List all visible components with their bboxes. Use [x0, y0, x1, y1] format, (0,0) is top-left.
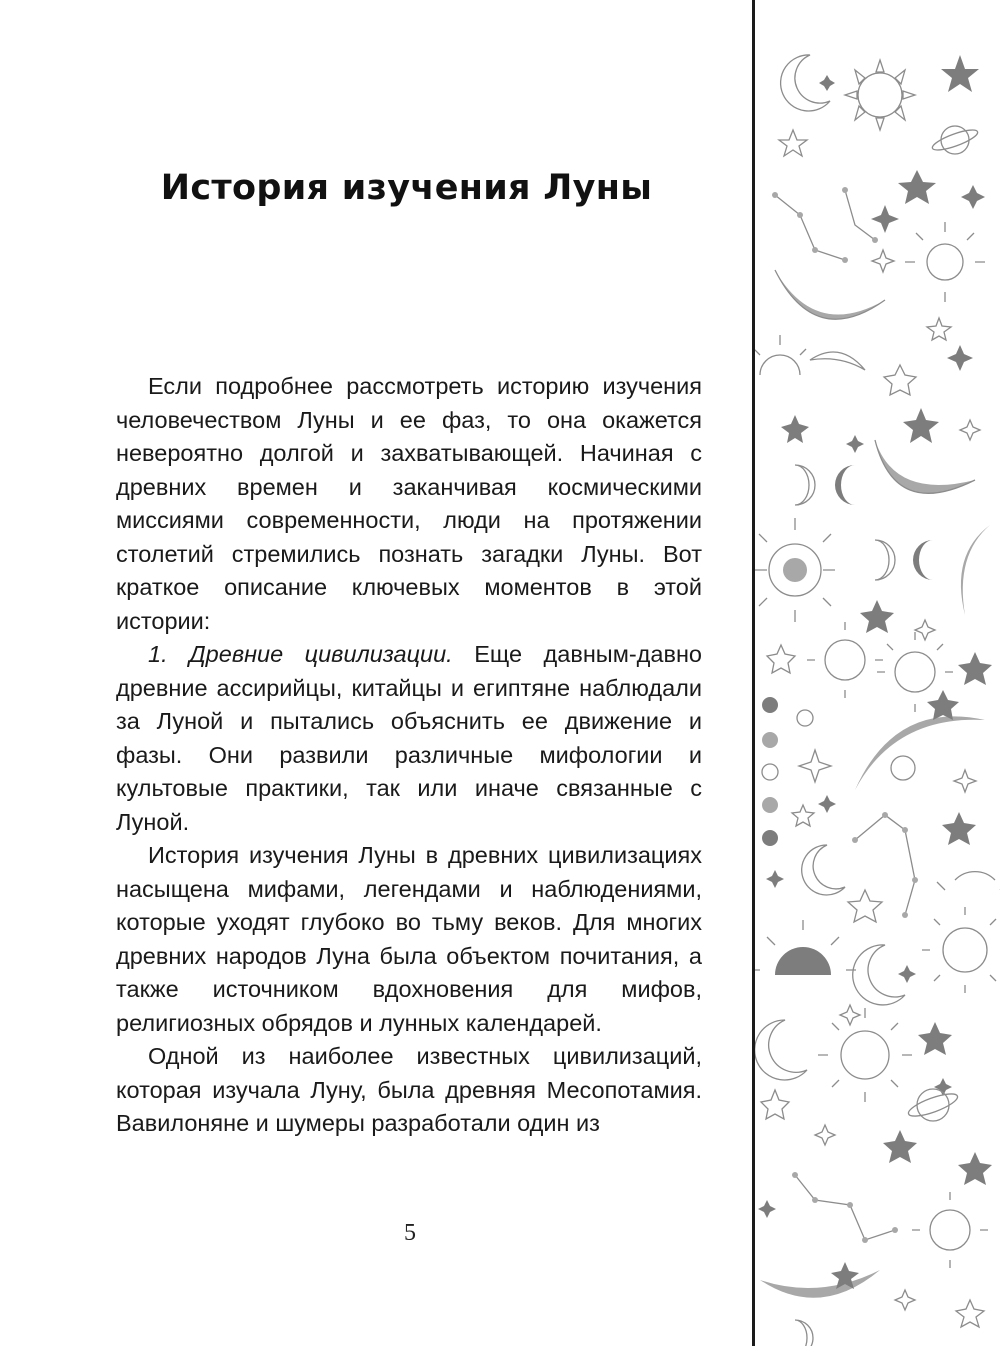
constellation-icon: [852, 812, 918, 918]
paragraph: [116, 638, 702, 839]
sparkle-icon: [799, 750, 831, 782]
star-icon: [792, 805, 814, 826]
crescent-moon-icon: [760, 1270, 880, 1298]
sparkle-icon: [898, 965, 916, 983]
star-icon: [942, 812, 976, 845]
star-icon: [779, 130, 807, 156]
star-icon: [884, 365, 916, 395]
sun-icon: [905, 222, 985, 302]
moon-phase-icon: [875, 540, 895, 580]
crescent-moon-icon: [855, 716, 985, 790]
sun-icon: [845, 60, 915, 130]
moon-phase-icon: [762, 697, 778, 846]
sparkle-icon: [815, 1125, 835, 1145]
star-icon: [918, 1022, 952, 1055]
paragraph-heading: 1. Древние цивилизации.: [148, 641, 453, 667]
sun-icon: [922, 907, 1000, 993]
star-icon: [848, 890, 882, 922]
star-icon: [927, 690, 959, 720]
planet-icon: [930, 126, 979, 154]
page-number: 5: [404, 1220, 416, 1246]
star-icon: [903, 408, 939, 443]
star-icon: [767, 645, 795, 673]
paragraph: История изучения Луны в древних цивилизациях насыщена мифами, легендами и наблюдениями, которые уходят глубоко во тьму веков. Для многих древних народов Луна была объектом почитания, а также источником вдохновения для мифов, религиозных обрядов и лунных календарей.: [116, 842, 702, 1036]
sparkle-icon: [819, 75, 835, 91]
paragraph: Одной из наиболее известных цивилизаций, которая изучала Луну, была древняя Месопотамия. Вавилоняне и шумеры разработали один из: [116, 1043, 702, 1136]
crescent-moon-icon: [875, 440, 975, 493]
sparkle-icon: [872, 250, 894, 272]
star-icon: [958, 1152, 992, 1185]
star-icon: [883, 1130, 917, 1163]
sparkle-icon: [758, 1200, 776, 1218]
sparkle-icon: [895, 1290, 915, 1310]
sparkle-icon: [818, 795, 836, 813]
sun-icon: [755, 335, 806, 375]
star-icon: [898, 170, 936, 204]
sun-icon: [755, 920, 856, 975]
moon-phase-icon: [835, 465, 855, 505]
constellation-icon: [792, 1172, 898, 1243]
paragraph-text: Еще давным-давно древние ассирийцы, китайцы и египтяне наблюдали за Луной и пытались объяснить ее движение и фазы. Они развили различные мифологии и культовые практики, так или иначе связанные с Луной.: [116, 641, 702, 835]
planet-icon: [783, 558, 807, 582]
star-icon: [860, 600, 894, 633]
sun-icon: [912, 1192, 988, 1268]
paragraph: Если подробнее рассмотреть историю изучения человечеством Луны и ее фаз, то она окажется невероятно долгой и захватывающей. Начиная с древних времен и заканчивая космическими миссиями современности, люди на протяжении столетий стремились познать загадки Луны. Вот краткое описание ключевых моментов в этой истории:: [116, 373, 702, 634]
sparkle-icon: [846, 435, 864, 453]
star-icon: [761, 1090, 789, 1119]
page-title: История изучения Луны: [160, 168, 653, 208]
moon-phase-icon: [913, 540, 933, 580]
moon-phase-icon: [853, 945, 905, 1005]
star-icon: [781, 415, 809, 443]
sparkle-icon: [871, 205, 899, 233]
page-body: [116, 370, 702, 1141]
star-icon: [927, 318, 951, 340]
sparkle-icon: [915, 620, 935, 640]
sun-icon: [818, 1008, 912, 1102]
crescent-moon-icon: [775, 270, 885, 319]
sparkle-icon: [961, 185, 985, 209]
celestial-ornament-strip: [755, 0, 1000, 1346]
crescent-moon-icon: [755, 1020, 807, 1080]
star-icon: [958, 652, 992, 685]
crescent-moon-icon: [961, 525, 990, 615]
sun-icon: [797, 710, 813, 726]
moon-phase-icon: [795, 465, 815, 505]
sparkle-icon: [766, 870, 784, 888]
crescent-moon-icon: [810, 352, 865, 370]
constellation-icon: [772, 187, 878, 263]
sun-icon: [807, 622, 883, 698]
sparkle-icon: [840, 1005, 860, 1025]
moon-phase-icon: [795, 1320, 813, 1346]
sun-icon: [937, 872, 1000, 890]
planet-icon: [906, 1089, 960, 1121]
crescent-moon-icon: [802, 845, 845, 895]
celestial-pattern: [755, 0, 1000, 1346]
star-icon: [956, 1300, 984, 1327]
sparkle-icon: [960, 420, 980, 440]
star-icon: [941, 55, 979, 92]
sparkle-icon: [947, 345, 973, 371]
sparkle-icon: [954, 770, 976, 792]
sun-icon: [891, 756, 915, 780]
